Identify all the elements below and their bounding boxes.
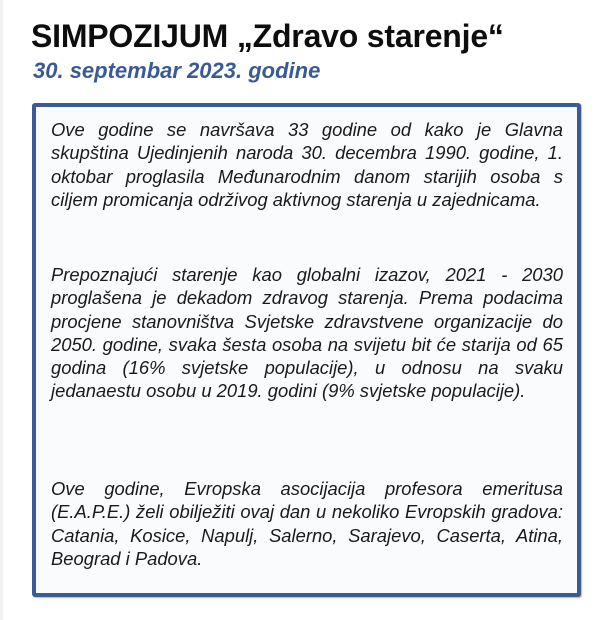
paragraph-healthy-ageing-decade: Prepoznajući starenje kao globalni izazov, 2021 - 2030 proglašena je dekadom zdravog starenja. Prema podacima procjene stanovništva Svjetske zdravstvene organizacije do 2050. godine, svaka šesta osoba na svijetu bit će starija od 65 godina (16% svjetske populacije), u odnosu na svaku jedanaestu osobu u 2019. godini (9% svjetske populacije). bbox=[51, 264, 563, 402]
page-title: SIMPOZIJUM „Zdravo starenje“ bbox=[31, 18, 504, 54]
paragraph-eape-cities: Ove godine, Evropska asocijacija profesora emeritusa (E.A.P.E.) želi obilježiti ovaj dan u nekoliko Evropskih gradova: Catania, Kosice, Napulj, Salerno, Sarajevo, Caserta, Atina, Beograd i Padova. bbox=[51, 478, 563, 569]
paragraph-international-day: Ove godine se navršava 33 godine od kako je Glavna skupština Ujedinjenih naroda 30. decembra 1990. godine, 1. oktobar proglasila Međunarodnim danom starijih osoba s ciljem promicanja održivog aktivnog starenja u zajednicama. bbox=[51, 119, 563, 210]
page-left-edge bbox=[0, 0, 3, 620]
event-date-subtitle: 30. septembar 2023. godine bbox=[33, 58, 321, 83]
content-box bbox=[32, 103, 581, 597]
